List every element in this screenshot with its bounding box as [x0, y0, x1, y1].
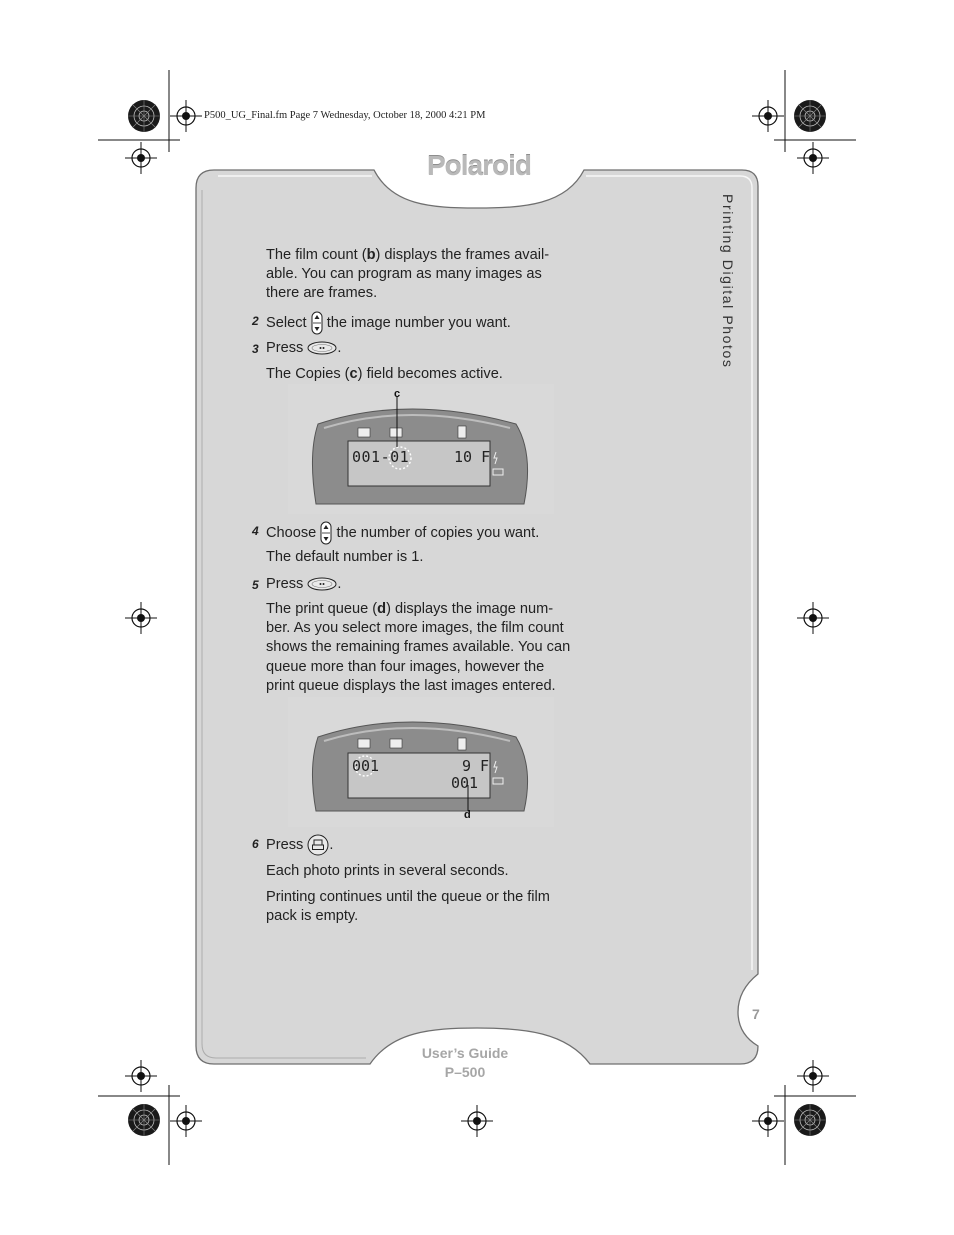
step-number: 2 — [252, 314, 259, 328]
lcd-figure-copies — [288, 384, 554, 514]
step-number: 6 — [252, 837, 259, 851]
footer-guide: User’s Guide — [421, 1045, 509, 1061]
section-title: Printing Digital Photos — [720, 194, 736, 369]
prints-note: Each photo prints in several seconds. — [266, 863, 509, 879]
footer-model: P–500 — [444, 1064, 486, 1080]
ok-button-icon — [307, 341, 337, 355]
polaroid-logo: Polaroid — [426, 150, 531, 181]
lcd-illustration — [288, 384, 554, 514]
lcd-main-readout: 001 — [352, 757, 380, 775]
print-button-icon — [307, 834, 329, 856]
callout-c: c — [394, 388, 401, 400]
copies-note: The Copies (c) field becomes active. — [266, 366, 503, 382]
print-queue-paragraph: The print queue (d) displays the image num- ber. As you select more images, the film count shows the remaining frames available. You can queue more than four images, however the print queue displays the last images entered. — [266, 601, 571, 694]
step-number: 4 — [252, 524, 259, 538]
lcd-count-readout: 10 F — [454, 448, 491, 466]
ok-button-icon — [307, 577, 337, 591]
default-note: The default number is 1. — [266, 549, 424, 565]
continues-note: Printing continues until the queue or the film pack is empty. — [266, 889, 550, 925]
lcd-main-readout: 001-01 — [352, 448, 410, 466]
footer — [400, 1044, 530, 1082]
up-down-rocker-icon — [320, 521, 332, 545]
step-number: 5 — [252, 578, 259, 592]
up-down-rocker-icon — [311, 311, 323, 335]
lcd-queue-readout: 001 — [451, 774, 479, 792]
lcd-count-readout: 9 F — [462, 757, 490, 775]
film-count-paragraph: The film count (b) displays the frames avail- able. You can program as many images as there are frames. — [266, 247, 550, 302]
step-number: 3 — [252, 342, 259, 356]
lcd-illustration — [288, 697, 554, 827]
callout-d: d — [464, 809, 471, 821]
print-header: P500_UG_Final.fm Page 7 Wednesday, October 18, 2000 4:21 PM — [204, 110, 486, 121]
page-number: 7 — [752, 1006, 760, 1022]
lcd-figure-queue — [288, 697, 554, 827]
